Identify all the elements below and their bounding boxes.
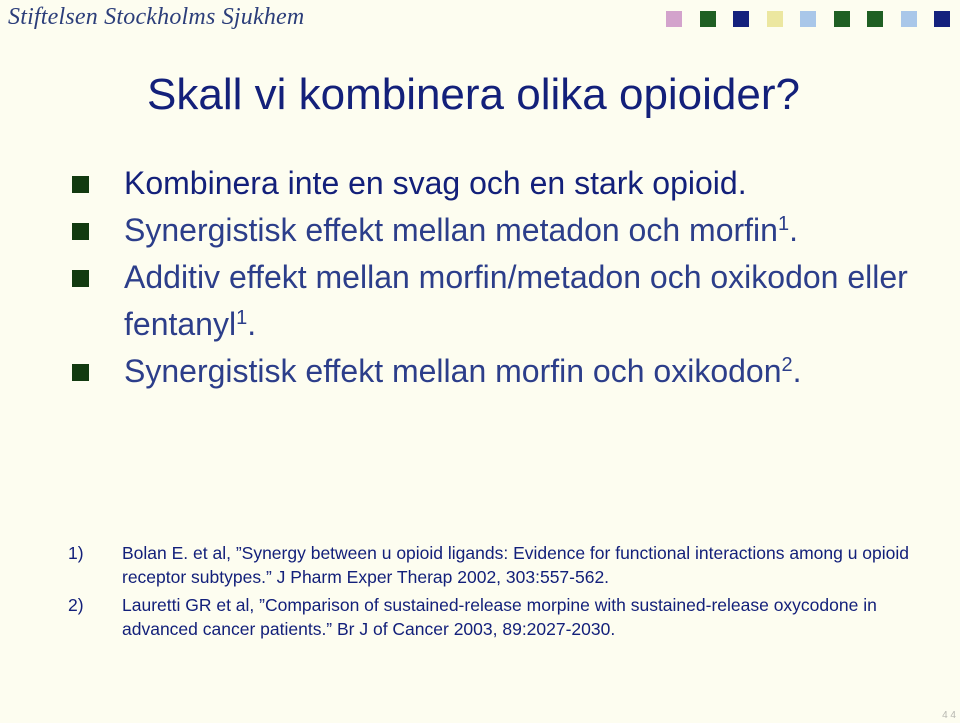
bullet-list — [72, 160, 932, 395]
reference-number: 1) — [68, 543, 84, 563]
color-square — [934, 11, 950, 27]
square-bullet-icon — [72, 270, 89, 287]
bullet-suffix: . — [247, 306, 257, 342]
color-square — [666, 11, 682, 27]
citation-superscript: 1 — [236, 307, 248, 329]
organization-logo: Stiftelsen Stockholms Sjukhem — [8, 4, 305, 30]
reference-item — [68, 593, 928, 641]
bullet-suffix: . — [792, 353, 802, 389]
citation-superscript: 1 — [777, 213, 790, 235]
bullet-text: Synergistisk effekt mellan morfin och oxikodon — [124, 353, 782, 389]
color-square — [733, 11, 749, 27]
page-corner-mark: 4 4 — [942, 710, 956, 721]
reference-text: Lauretti GR et al, ”Comparison of sustained-release morpine with sustained-release oxycodone in advanced cancer patients.” Br J of Cancer 2003, 89:2027-2030. — [122, 595, 877, 639]
bullet-item — [72, 207, 932, 254]
bullet-text: Synergistisk effekt mellan metadon och morfin — [124, 212, 778, 248]
bullet-item — [72, 254, 932, 348]
bullet-item — [72, 160, 932, 207]
bullet-item — [72, 348, 932, 395]
color-square — [834, 11, 850, 27]
slide-title: Skall vi kombinera olika opioider? — [147, 70, 800, 119]
color-square — [800, 11, 816, 27]
bullet-suffix: . — [789, 212, 798, 248]
reference-number: 2) — [68, 595, 84, 615]
reference-list — [68, 541, 928, 645]
color-square — [901, 11, 917, 27]
square-bullet-icon — [72, 364, 89, 381]
reference-item — [68, 541, 928, 589]
reference-text: Bolan E. et al, ”Synergy between u opioid ligands: Evidence for functional interactions among u opioid receptor subtypes.” J Pharm Exper Therap 2002, 303:557-562. — [122, 543, 910, 587]
color-square — [767, 11, 783, 27]
square-bullet-icon — [72, 176, 89, 193]
bullet-text: Additiv effekt mellan morfin/metadon och oxikodon eller fentanyl — [124, 259, 908, 342]
color-square — [700, 11, 716, 27]
citation-superscript: 2 — [781, 354, 793, 376]
bullet-text: Kombinera inte en svag och en stark opioid. — [124, 165, 747, 201]
square-bullet-icon — [72, 223, 89, 240]
color-square — [867, 11, 883, 27]
